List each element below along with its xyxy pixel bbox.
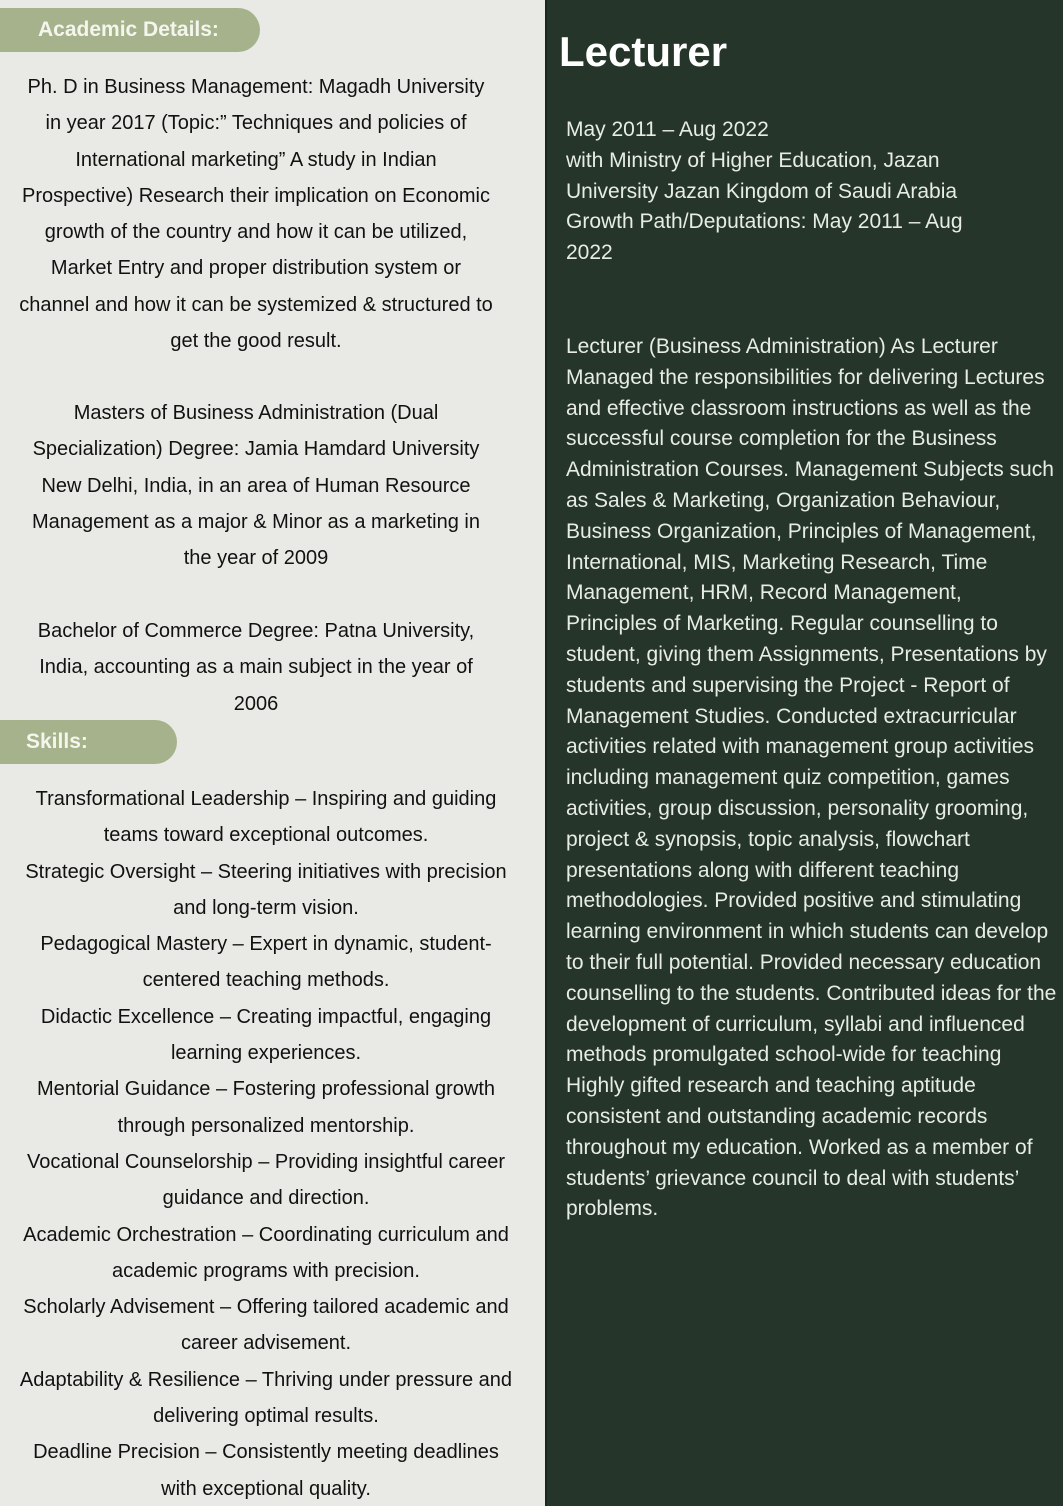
skill-item [0, 1217, 532, 1290]
skill-line: centered teaching methods. [142, 969, 390, 992]
skill-line: career advisement. [180, 1332, 352, 1355]
education-line: Ph. D in Business Management: Magadh University [27, 76, 485, 98]
academic-details-heading: Academic Details: [0, 8, 260, 52]
skill-line: teams toward exceptional outcomes. [103, 824, 429, 847]
education-line: Prospective) Research their implication on Economic [22, 184, 490, 207]
job-description: Lecturer (Business Administration) As Lecturer Managed the responsibilities for delivering Lectures and effective classroom instructions as well as the successful course completion for the Business Administration Courses. Management Subjects such as Sales & Marketing, Organization Behaviour, Business Organization, Principles of Management, International, MIS, Marketing Research, Time Management, HRM, Record Management, Principles of Marketing. Regular counselling to student, giving them Assignments, Presentations by students and supervising the Project - Report of Management Studies. Conducted extracurricular activities related with management group activities including management quiz competition, games activities, group discussion, personality grooming, project & synopsis, topic analysis, flowchart presentations along with different teaching methodologies. Provided positive and stimulating learning environment in which students can develop to their full potential. Provided necessary education counselling to the students. Contributed ideas for the development of curriculum, syllabi and influenced methods promulgated school-wide for teaching Highly gifted research and teaching aptitude consistent and outstanding academic records throughout my education. Worked as a member of students’ grievance council to deal with students’ problems. [566, 335, 1057, 1221]
job-meta [566, 115, 1036, 269]
right-column [545, 0, 1063, 1506]
skill-line: Pedagogical Mastery – Expert in dynamic, student- [40, 933, 492, 956]
skill-line: Adaptability & Resilience – Thriving under pressure and [19, 1368, 513, 1391]
skill-item [0, 781, 532, 854]
education-bcom [0, 613, 512, 722]
education-line: Specialization) Degree: Jamia Hamdard University [32, 438, 480, 461]
skill-line: Mentorial Guidance – Fostering professional growth [36, 1078, 496, 1101]
education-line: New Delhi, India, in an area of Human Resource [41, 474, 471, 497]
skill-line: academic programs with precision. [112, 1259, 420, 1282]
education-line: channel and how it can be systemized & structured to [19, 293, 493, 316]
education-phd [0, 69, 512, 359]
education-line: Market Entry and proper distribution system or [50, 257, 462, 280]
job-meta-line: University Jazan Kingdom of Saudi Arabia [566, 179, 958, 203]
skill-line: delivering optimal results. [153, 1405, 379, 1428]
education-line: growth of the country and how it can be utilized, [44, 221, 468, 244]
skill-line: guidance and direction. [162, 1187, 370, 1210]
skill-line: Vocational Counselorship – Providing insightful career [26, 1150, 506, 1173]
education-line: 2006 [233, 692, 279, 715]
job-meta-line: with Ministry of Higher Education, Jazan [566, 148, 940, 172]
skill-item [0, 1434, 532, 1506]
skill-item [0, 1289, 532, 1362]
skill-line: Strategic Oversight – Steering initiatives with precision [25, 860, 507, 883]
skills-list [0, 781, 532, 1506]
skill-line: learning experiences. [170, 1042, 362, 1065]
education-line: Masters of Business Administration (Dual [73, 402, 439, 424]
education-line: India, accounting as a main subject in the year of [39, 656, 473, 679]
education-line: the year of 2009 [183, 547, 329, 570]
skill-item [0, 926, 532, 999]
education-line: get the good result. [170, 330, 342, 353]
skill-line: through personalized mentorship. [117, 1114, 415, 1137]
skill-line: and long-term vision. [173, 896, 359, 919]
education-line: Management as a major & Minor as a marketing in [32, 510, 480, 533]
job-title: Lecturer [559, 28, 728, 75]
skill-line: Scholarly Advisement – Offering tailored academic and [23, 1296, 509, 1319]
education-mba [0, 395, 512, 576]
skill-line: Didactic Excellence – Creating impactful, engaging [40, 1005, 492, 1028]
skill-item [0, 999, 532, 1072]
skill-line: with exceptional quality. [161, 1477, 371, 1500]
skill-line: Academic Orchestration – Coordinating curriculum and [23, 1223, 509, 1246]
skill-item [0, 854, 532, 927]
skill-item [0, 1144, 532, 1217]
education-line: Bachelor of Commerce Degree: Patna University, [37, 620, 475, 642]
job-meta-line: Growth Path/Deputations: May 2011 – Aug [566, 210, 963, 234]
skill-line: Transformational Leadership – Inspiring and guiding [35, 788, 497, 810]
skill-item [0, 1362, 532, 1435]
education-line: in year 2017 (Topic:” Techniques and policies of [45, 112, 467, 135]
skill-item [0, 1071, 532, 1144]
skills-heading: Skills: [0, 720, 177, 764]
job-meta-line: 2022 [566, 241, 613, 265]
skill-line: Deadline Precision – Consistently meeting deadlines [33, 1441, 499, 1464]
job-dates: May 2011 – Aug 2022 [566, 118, 769, 141]
education-line: International marketing” A study in Indian [75, 148, 437, 171]
